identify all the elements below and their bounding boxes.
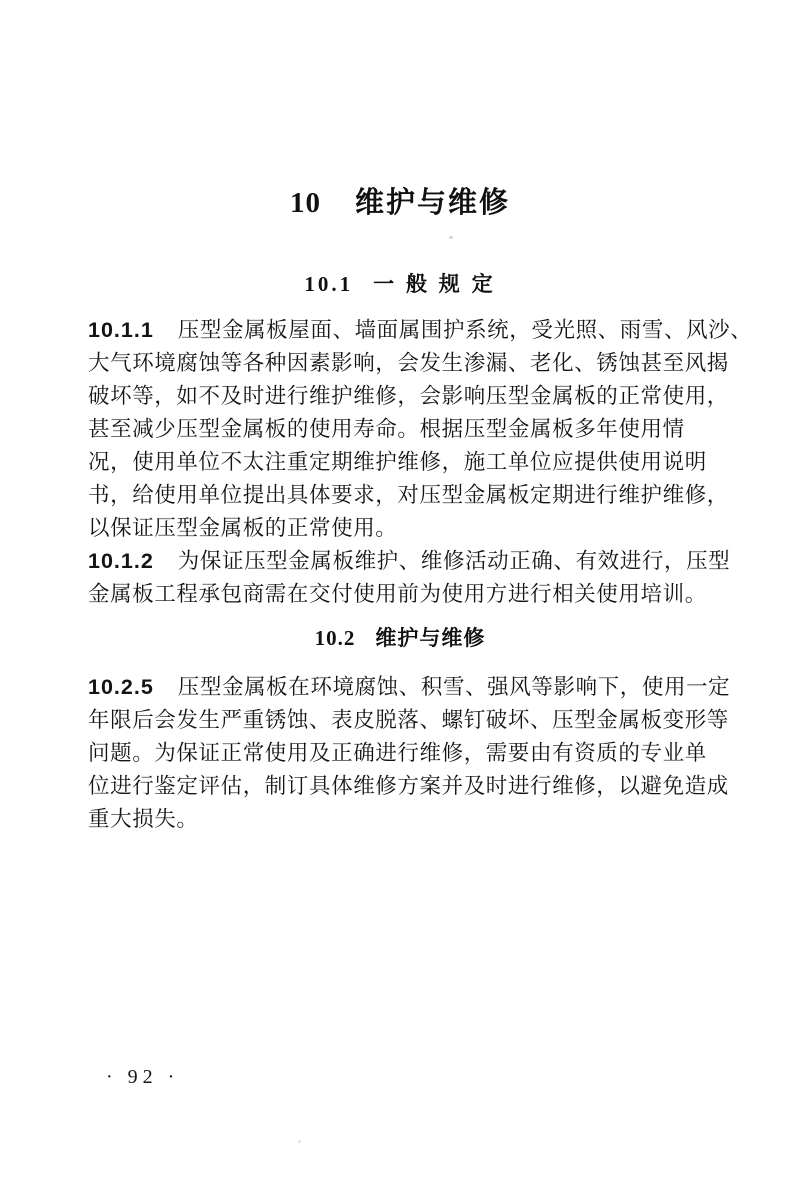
- chapter-number: 10: [289, 187, 321, 219]
- clause-line: 年限后会发生严重锈蚀、表皮脱落、螺钉破坏、压型金属板变形等: [88, 708, 729, 732]
- section-title: 维护与维修: [375, 627, 486, 650]
- clause-line: 以保证压型金属板的正常使用。: [88, 516, 398, 540]
- page-number: · 92 ·: [106, 1066, 180, 1088]
- clause-number: 10.2.5: [88, 675, 154, 699]
- clause-line: [88, 545, 731, 578]
- scan-speck: [449, 236, 453, 239]
- chapter-heading: [0, 180, 800, 221]
- clause-10-1-2: [88, 545, 731, 611]
- clause-10-1-1: [88, 314, 753, 545]
- clause-number: 10.1.1: [88, 318, 154, 342]
- clause-line: [88, 671, 731, 704]
- clause-number: 10.1.2: [88, 549, 154, 573]
- section-heading-10-1: [0, 268, 800, 298]
- section-title: 一 般 规 定: [373, 273, 496, 296]
- section-number: 10.1: [304, 272, 354, 296]
- clause-10-2-5: [88, 671, 731, 836]
- clause-line: 位进行鉴定评估，制订具体维修方案并及时进行维修，以避免造成: [88, 774, 729, 798]
- clause-line: [88, 314, 753, 347]
- clause-line: 书，给使用单位提出具体要求，对压型金属板定期进行维护维修，: [88, 483, 729, 507]
- clause-text: 压型金属板在环境腐蚀、积雪、强风等影响下，使用一定: [177, 675, 731, 699]
- chapter-title: 维护与维修: [354, 187, 510, 219]
- clause-line: 大气环境腐蚀等各种因素影响，会发生渗漏、老化、锈蚀甚至风揭: [88, 351, 729, 375]
- scan-speck: [298, 1140, 301, 1143]
- clause-line: 重大损失。: [88, 807, 199, 831]
- clause-line: 况，使用单位不太注重定期维护维修，施工单位应提供使用说明: [88, 450, 707, 474]
- clause-line: 破坏等，如不及时进行维护维修，会影响压型金属板的正常使用，: [88, 384, 729, 408]
- clause-line: 金属板工程承包商需在交付使用前为使用方进行相关使用培训。: [88, 582, 707, 606]
- section-number: 10.2: [314, 626, 356, 650]
- clause-text: 压型金属板屋面、墙面属围护系统，受光照、雨雪、风沙、: [177, 318, 753, 342]
- section-heading-10-2: [0, 622, 800, 652]
- clause-line: 甚至减少压型金属板的使用寿命。根据压型金属板多年使用情: [88, 417, 685, 441]
- clause-text: 为保证压型金属板维护、维修活动正确、有效进行，压型: [177, 549, 731, 573]
- clause-line: 问题。为保证正常使用及正确进行维修，需要由有资质的专业单: [88, 741, 707, 765]
